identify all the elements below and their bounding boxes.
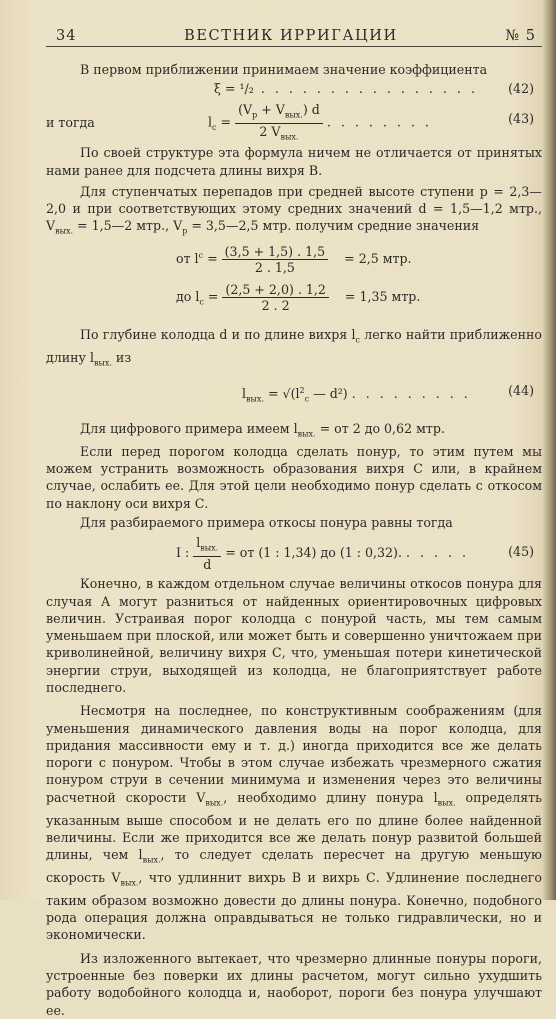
p4-text-c: из [111,350,132,366]
equation-42-body: ξ = ¹/₂ [214,81,254,97]
equation-43-number: (43) [508,111,534,127]
example-1-fraction [222,244,328,275]
equation-44-lhs-sub: вых. [246,394,264,404]
example-1-result: = 2,5 мтр. [344,251,412,267]
example-2-sub: c [199,297,204,307]
p4-sub-a: c [355,335,360,345]
equation-44-lhs: l [242,386,247,402]
equation-45-numerator [193,535,221,557]
eq43-num-c: ) d [302,102,320,118]
example-2: до $l_c$ = $\frac{(2,5 + 2,0) . 1,2}{2 . 2}$ = 1,35 мтр. [176,282,421,314]
paragraph-1: В первом приближении принимаем значение коэффициента [80,62,488,77]
equation-43: и тогда $l_c$ = $\frac{(V_p + V_{вых.}) d}{2 V_{вых.}}$ . . . . . . . . (43) [46,102,542,138]
equation-44-rhs-sub: c [304,394,310,404]
p9-sub-4: вых. [120,878,139,888]
example-1-prefix: от l [176,251,199,267]
p3-sub-a: вых. [55,227,74,236]
journal-title: ВЕСТНИК ИРРИГАЦИИ [184,28,398,44]
equation-dots: . . . . . . . . [326,114,432,130]
issue-number: № 5 [505,28,536,44]
eq43-num-sub2: вых. [284,110,303,120]
p9-sub-1: вых. [205,798,224,808]
example-2-result: = 1,35 мтр. [344,289,421,305]
p5-sub: вых. [297,429,316,439]
paragraph-6: Если перед порогом колодца сделать понур, то этим путем мы можем устранить возможность образования вихря С или, в крайнем случае, ослабить ее. Для этой цели необходимо понур сделать с откосом по наклону оси вихря С. [46,443,542,511]
page-number: 34 [56,28,77,44]
eq43-den: 2 V [259,123,281,139]
p5-text-b: = от 2 до 0,62 мтр. [315,420,445,436]
p4-text-b: легко найти приближенно длину l [46,327,542,366]
paragraph-9 [46,702,542,943]
equation-44-rhs-a: = √(l [267,386,300,402]
equation-43-lhs-sub: c [212,123,217,133]
example-2-denominator: 2 . 2 [261,298,290,314]
example-1-sup: c [198,251,204,261]
p4-text-a: По глубине колодца d и по длине вихря l [80,327,356,343]
example-1-denominator: 2 . 1,5 [254,260,295,276]
p4-sub-b: вых. [93,358,112,368]
paragraph-2: По своей структуре эта формула ничем не отличается от принятых нами ранее для подсчета длины вихря В. [46,145,542,178]
equation-44 [46,372,542,418]
p9-text-c: определять указанным выше способом и не делать его по длине более найденной величины. Если же приходится все же делать понур развитой большей длины, чем l [46,789,542,863]
paragraph-3 [46,183,542,240]
equation-44-rhs-sup: 2 [299,385,305,395]
eq43-num-sub1: p [252,110,258,120]
p3-text-a: Для ступенчатых перепадов при средней высоте ступени p = 2,3—2,0 и при соответствующих этому средних значений d = 1,5—1,2 мтр., V [46,183,542,234]
paragraph-4 [46,326,542,372]
p9-text-e: , что удлиннит вихрь В и вихрь С. Удлинение последнего таким образом возможно довести до длины понура. Конечно, подобного рода операция должна оправдываться не только гидравлически, но и экономически. [46,870,542,943]
equation-43-fraction [235,102,323,144]
equation-45-fraction [193,535,221,572]
equation-43-lhs: l [208,114,213,130]
eq45-num-sub: вых. [200,543,219,553]
eq43-num-b: + V [257,102,285,118]
equation-43-numerator [235,102,323,124]
paragraph-10: Из изложенного вытекает, что чрезмерно длинные понуры пороги, устроенные без поверки их длины расчетом, могут сильно ухудшить работу водобойного колодца и, наоборот, пороги без понура улучшают ее. [46,950,542,1018]
p3-sub-b: p [182,227,188,236]
p3-text-b: = 1,5—2 мтр., V [73,218,183,234]
equation-44-rhs-b: — d²) [309,386,348,402]
p3-text-c: = 3,5—2,5 мтр. получим средние значения [187,218,480,234]
equation-45-number: (45) [508,544,534,560]
eq43-num-a: (V [238,102,253,118]
equation-45-denominator: d [203,556,212,572]
example-2-numerator: (2,5 + 2,0) . 1,2 [222,282,328,298]
equation-43-prefix: и тогда [46,114,95,130]
p9-sub-2: вых. [437,798,456,808]
eq45-num: l [196,535,201,551]
example-2-fraction [222,282,328,313]
equation-dots: . . . . . [405,544,469,560]
page-header [46,28,542,47]
equation-dots: . . . . . . . . . . . . . . . . [253,81,478,97]
paragraph-7: Для разбираемого примера откосы понура равны тогда [80,514,453,530]
example-2-prefix: до l [176,289,200,305]
p9-sub-3: вых. [142,855,161,865]
equation-45-rhs: = от (1 : 1,34) до (1 : 0,32). [225,544,402,560]
equation-dots: . . . . . . . . . [351,386,471,402]
equation-42-number: (42) [508,81,534,97]
equation-45 [46,535,542,575]
equation-43-denominator [235,124,323,145]
p9-text-a: Несмотря на последнее, по конструктивным соображениям (для уменьшения динамического давления воды на порог колодца, для придания массивности ему и т. д.) иногда приходится все же делать пороги с понуром. Чтобы в этом случае избежать чрезмерного сжатия понуром струи в сечении минимума и изменения через это величины расчетной скорости V [46,703,542,805]
page-edge-shadow [542,0,556,900]
p5-text-a: Для цифрового примера имеем l [80,420,298,436]
paragraph-8: Конечно, в каждом отдельном случае величины откосов понура для случая А могут разниться от найденных ориентировочных цифровых величин. Устраивая порог колодца с понурой часть, мы тем самым уменьшаем при плоской, или может быть и совершенно уничтожаем при криволинейной, величину вихря С, что, уменьшая потери кинетической энергии струи, выходящей из колодца, не благоприятствует работе последнего. [46,576,542,695]
equation-42 [46,80,542,102]
example-1: от $l^c$ = $\frac{(3,5 + 1,5) . 1,5}{2 . 1,5}$ = 2,5 мтр. [176,244,412,276]
p9-text-d: , то следует сделать пересчет на другую меньшую скорость V [46,847,542,885]
eq43-den-sub: вых. [280,132,299,142]
p9-text-b: , необходимо длину понура l [223,789,438,805]
equation-45-prefix: I : [176,544,190,560]
paragraph-5 [46,420,542,443]
equation-44-number: (44) [508,382,534,398]
example-1-numerator: (3,5 + 1,5) . 1,5 [222,244,328,260]
